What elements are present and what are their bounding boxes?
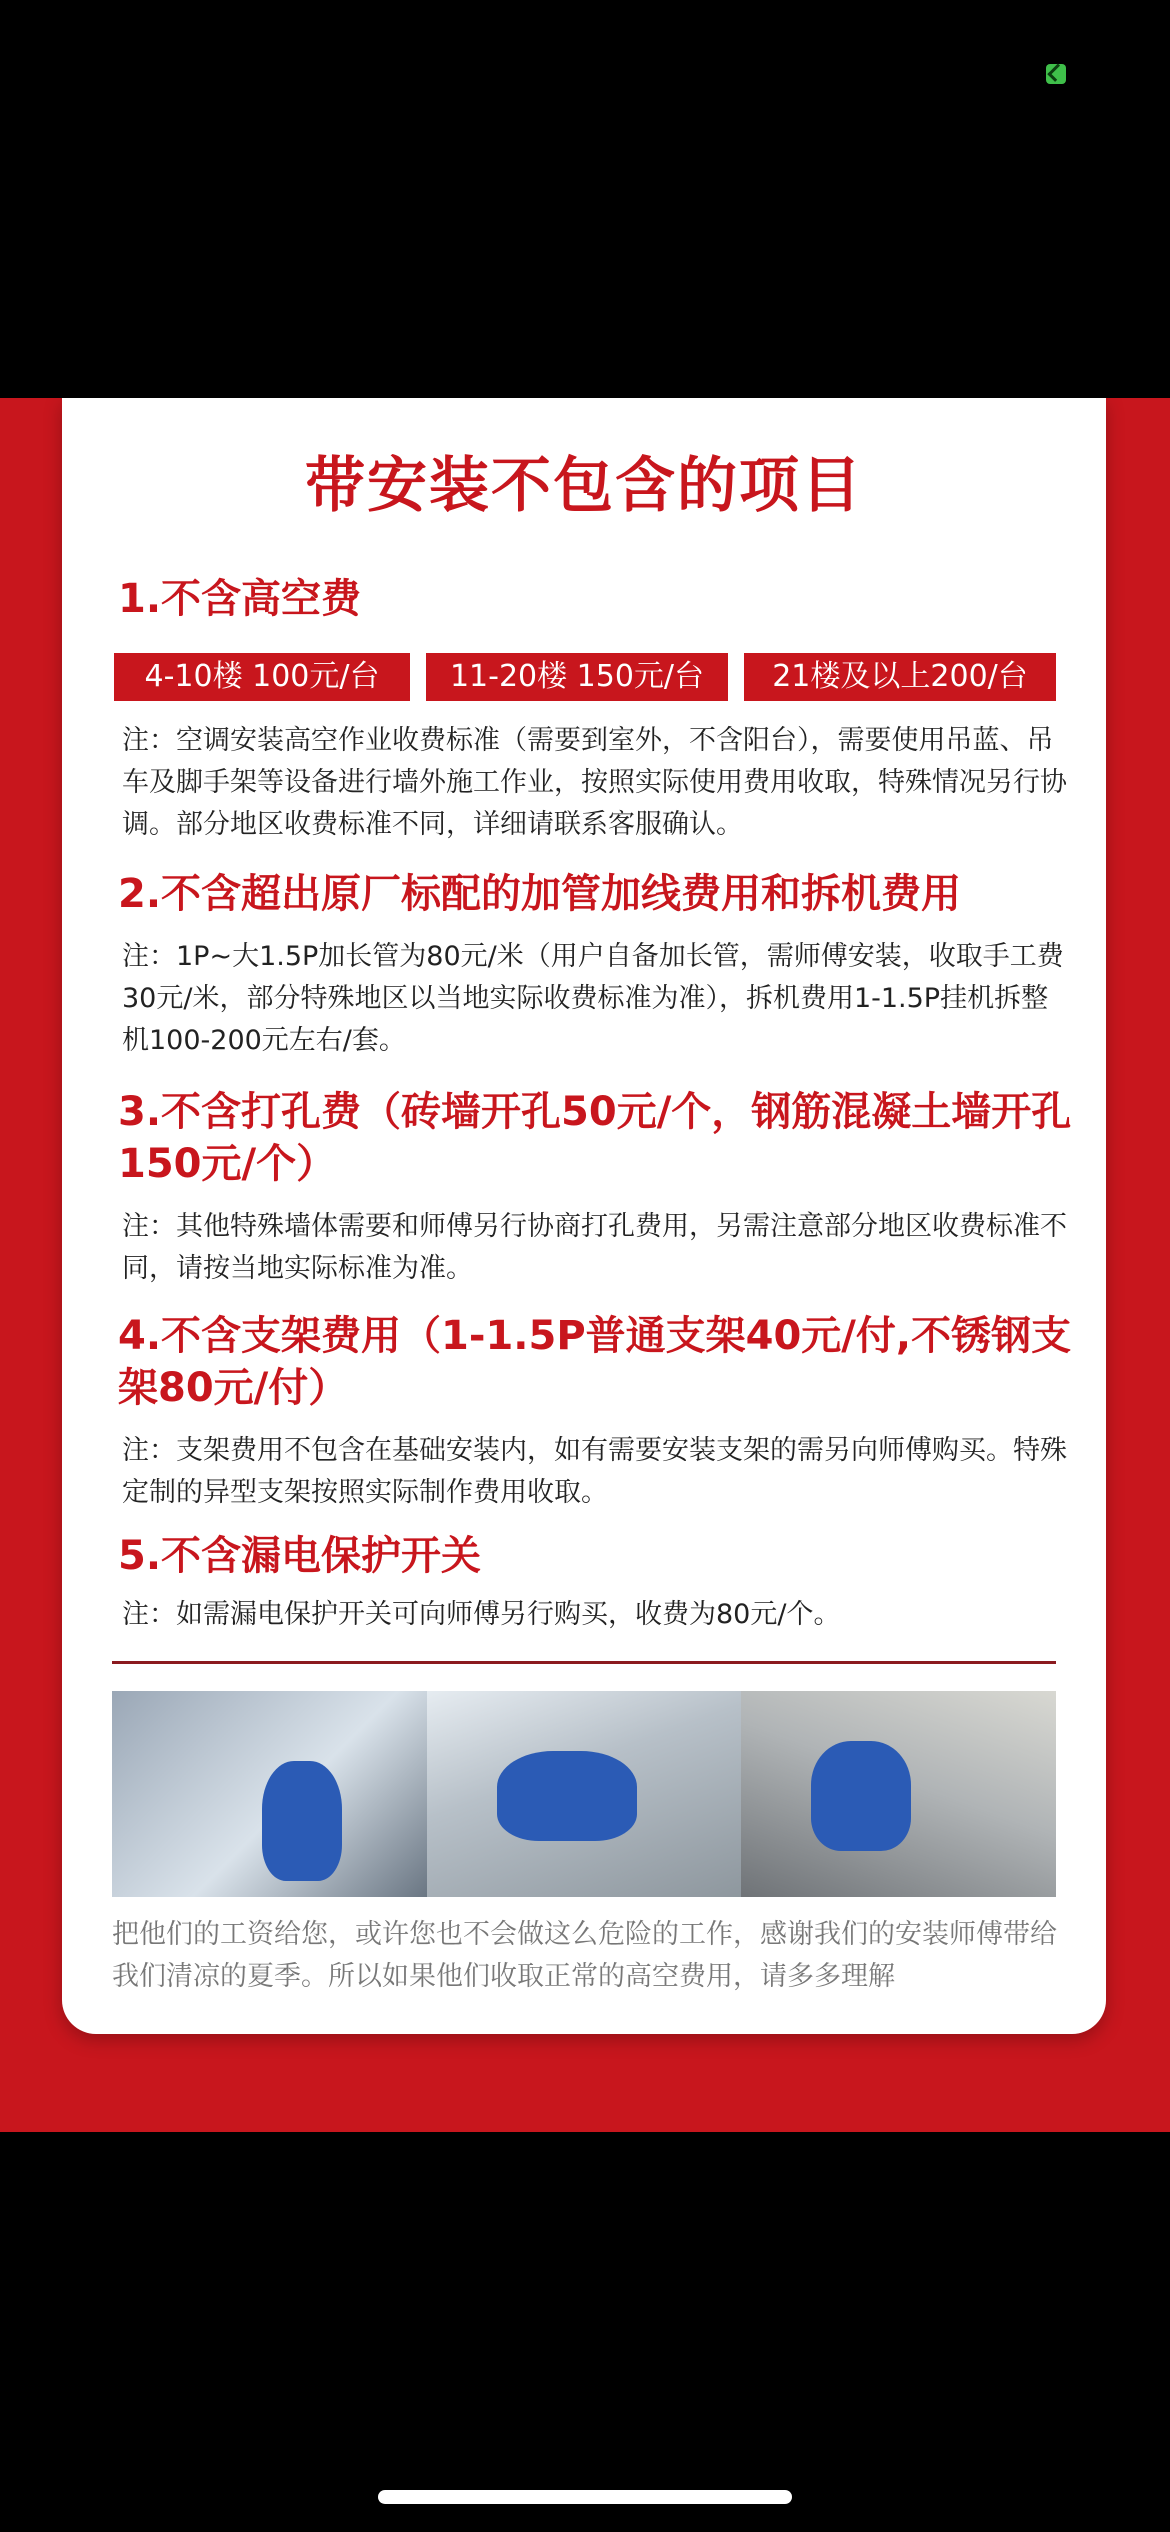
price-tag-floor-21-plus: 21楼及以上200/台 — [744, 653, 1056, 701]
status-indicator-icon — [1046, 64, 1066, 84]
installer-photo-2 — [427, 1691, 742, 1897]
section-5-note: 注：如需漏电保护开关可向师傅另行购买，收费为80元/个。 — [122, 1599, 841, 1630]
photo-caption: 把他们的工资给您，或许您也不会做这么危险的工作，感谢我们的安装师傅带给我们清凉的夏季。所以如果他们收取正常的高空费用，请多多理解 — [112, 1919, 1057, 1992]
info-card — [62, 398, 1106, 2034]
worker-figure-icon — [811, 1741, 911, 1851]
installer-photo-3 — [741, 1691, 1056, 1897]
worker-figure-icon — [497, 1751, 637, 1841]
section-1-heading: 1.不含高空费 — [118, 576, 362, 622]
home-indicator[interactable] — [378, 2490, 792, 2504]
worker-figure-icon — [262, 1761, 342, 1881]
section-4-heading: 4.不含支架费用（1-1.5P普通支架40元/付,不锈钢支架80元/付） — [118, 1313, 1072, 1411]
installer-photo-1 — [112, 1691, 427, 1897]
section-2-note: 注：1P~大1.5P加长管为80元/米（用户自备加长管，需师傅安装，收取手工费30元/米，部分特殊地区以当地实际收费标准为准），拆机费用1-1.5P挂机拆整机100-200元左右/套。 — [122, 941, 1064, 1056]
price-tag-floor-4-10: 4-10楼 100元/台 — [114, 653, 410, 701]
section-4-note: 注：支架费用不包含在基础安装内，如有需要安装支架的需另向师傅购买。特殊定制的异型支架按照实际制作费用收取。 — [122, 1435, 1067, 1508]
section-2-heading: 2.不含超出原厂标配的加管加线费用和拆机费用 — [118, 871, 962, 917]
page-title: 带安装不包含的项目 — [305, 451, 863, 521]
section-3-heading: 3.不含打孔费（砖墙开孔50元/个，钢筋混凝土墙开孔150元/个） — [118, 1089, 1072, 1187]
price-tag-floor-11-20: 11-20楼 150元/台 — [426, 653, 728, 701]
section-divider — [112, 1661, 1056, 1664]
installer-photo-strip — [112, 1691, 1056, 1897]
section-1-note: 注：空调安装高空作业收费标准（需要到室外，不含阳台），需要使用吊蓝、吊车及脚手架等设备进行墙外施工作业，按照实际使用费用收取，特殊情况另行协调。部分地区收费标准不同，详细请联系客服确认。 — [122, 725, 1067, 840]
section-5-heading: 5.不含漏电保护开关 — [118, 1533, 482, 1579]
section-3-note: 注：其他特殊墙体需要和师傅另行协商打孔费用，另需注意部分地区收费标准不同，请按当地实际标准为准。 — [122, 1211, 1067, 1284]
